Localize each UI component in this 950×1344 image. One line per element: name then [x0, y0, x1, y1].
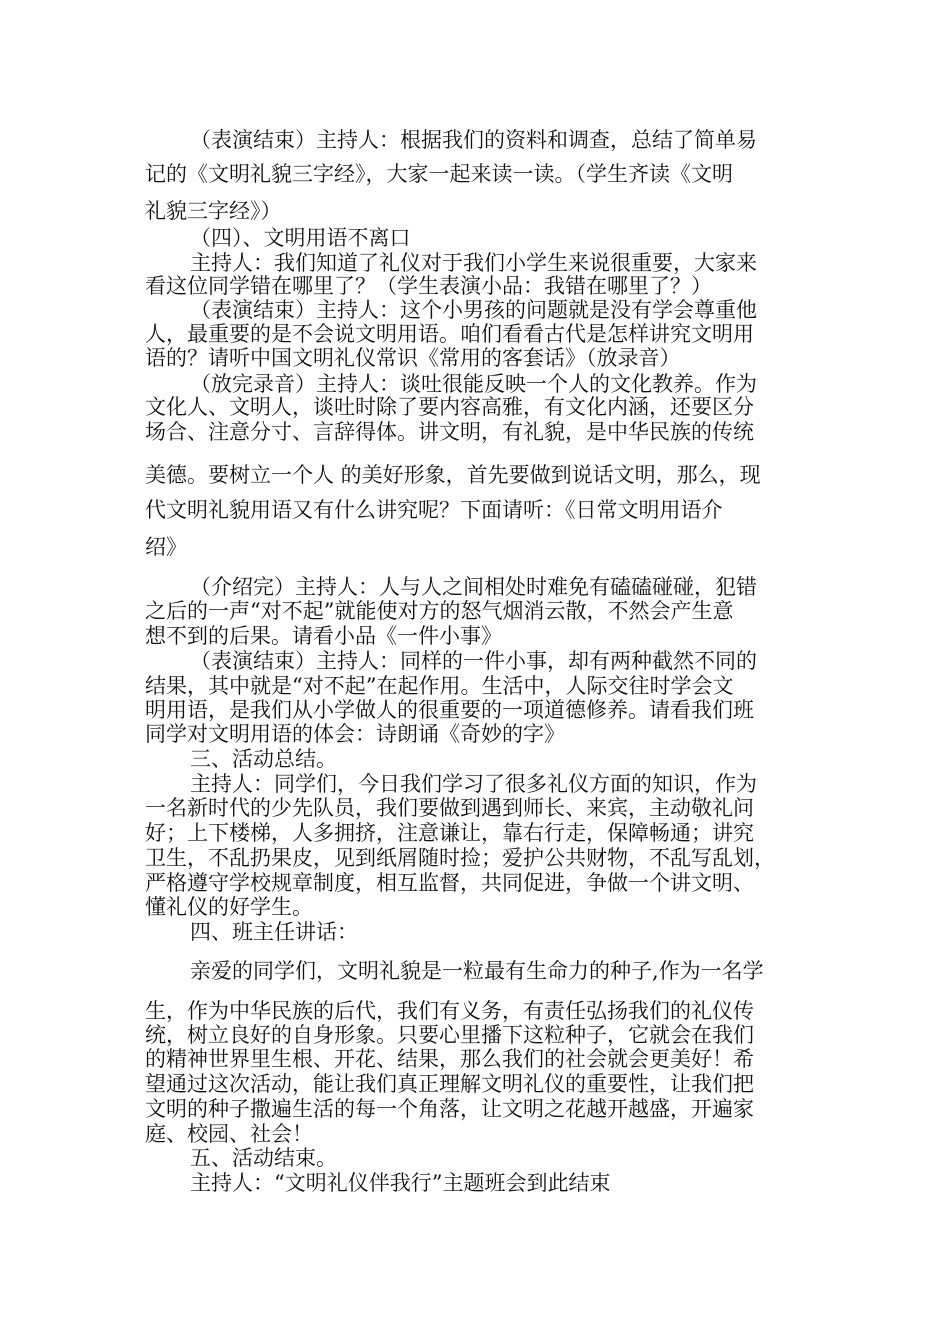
- text-line: （表演结束）主持人：根据我们的资料和调查，总结了简单易: [190, 128, 757, 152]
- text-line: 严格遵守学校规章制度，相互监督，共同促进，争做一个讲文明、: [145, 871, 754, 895]
- text-line: （四）、文明用语不离口: [190, 226, 411, 250]
- text-line: 懂礼仪的好学生。: [145, 895, 313, 919]
- text-line: 人，最重要的是不会说文明用语。咱们看看古代是怎样讲究文明用: [145, 322, 754, 346]
- text-line: 文明的种子撒遍生活的每一个角落，让文明之花越开越盛，开遍家: [145, 1097, 754, 1121]
- text-line: 主持人：我们知道了礼仪对于我们小学生来说很重要，大家来: [190, 251, 757, 275]
- text-line: 礼貌三字经》）: [145, 199, 282, 223]
- text-line: 记的《文明礼貌三字经》，大家一起来读一读。（学生齐读《文明: [145, 162, 733, 186]
- text-line: 望通过这次活动，能让我们真正理解文明礼仪的重要性，让我们把: [145, 1072, 754, 1096]
- text-line: 明用语，是我们从小学做人的很重要的一项道德修养。请看我们班: [145, 698, 754, 722]
- text-line: 的精神世界里生根、开花、结果，那么我们的社会就会更美好！希: [145, 1047, 754, 1071]
- text-line: 美德。要树立一个人 的美好形象，首先要做到说话文明，那么，现: [145, 463, 761, 487]
- text-line: 主持人：“文明礼仪伴我行”主题班会到此结束: [190, 1171, 611, 1195]
- text-line: 文化人、文明人，谈吐时除了要内容高雅，有文化内涵，还要区分: [145, 395, 754, 419]
- text-line: 代文明礼貌用语又有什么讲究呢？下面请听：《日常文明用语介: [145, 498, 723, 522]
- text-line: 主持人：同学们，今日我们学习了很多礼仪方面的知识，作为: [190, 772, 757, 796]
- text-line: 亲爱的同学们，文明礼貌是一粒最有生命力的种子,作为一名学: [190, 959, 764, 983]
- text-line: 想不到的后果。请看小品《一件小事》: [145, 624, 502, 648]
- text-line: 四、班主任讲话：: [190, 920, 358, 944]
- text-line: 统，树立良好的自身形象。只要心里播下这粒种子，它就会在我们: [145, 1023, 754, 1047]
- text-line: 五、活动结束。: [190, 1146, 337, 1170]
- text-line: （放完录音）主持人：谈吐很能反映一个人的文化教养。作为: [190, 372, 757, 396]
- text-line: 一名新时代的少先队员，我们要做到遇到师长、来宾，主动敬礼问: [145, 796, 754, 820]
- text-line: 结果，其中就是“对不起”在起作用。生活中，人际交往时学会文: [145, 674, 734, 698]
- text-line: 卫生，不乱扔果皮，见到纸屑随时捡；爱护公共财物，不乱写乱划，: [145, 846, 775, 870]
- text-line: 三、活动总结。: [190, 747, 337, 771]
- text-line: 绍》: [145, 535, 187, 559]
- text-line: 庭、校园、社会！: [145, 1122, 313, 1146]
- text-line: 场合、注意分寸、言辞得体。讲文明，有礼貌，是中华民族的传统: [145, 420, 754, 444]
- text-line: 语的？请听中国文明礼仪常识《常用的客套话》（放录音）: [145, 346, 681, 370]
- text-line: 同学对文明用语的体会：诗朗诵《奇妙的字》: [145, 722, 565, 746]
- text-line: （表演结束）主持人：这个小男孩的问题就是没有学会尊重他: [190, 298, 757, 322]
- text-line: （介绍完）主持人：人与人之间相处时难免有磕磕碰碰，犯错: [190, 575, 757, 599]
- text-line: （表演结束）主持人：同样的一件小事，却有两种截然不同的: [190, 649, 757, 673]
- text-line: 好；上下楼梯，人多拥挤，注意谦让，靠右行走，保障畅通；讲究: [145, 821, 754, 845]
- text-line: 看这位同学错在哪里了？（学生表演小品：我错在哪里了？）: [145, 274, 712, 298]
- text-line: 生，作为中华民族的后代，我们有义务，有责任弘扬我们的礼仪传: [145, 999, 754, 1023]
- text-line: 之后的一声“对不起”就能使对方的怒气烟消云散，不然会产生意: [145, 599, 734, 623]
